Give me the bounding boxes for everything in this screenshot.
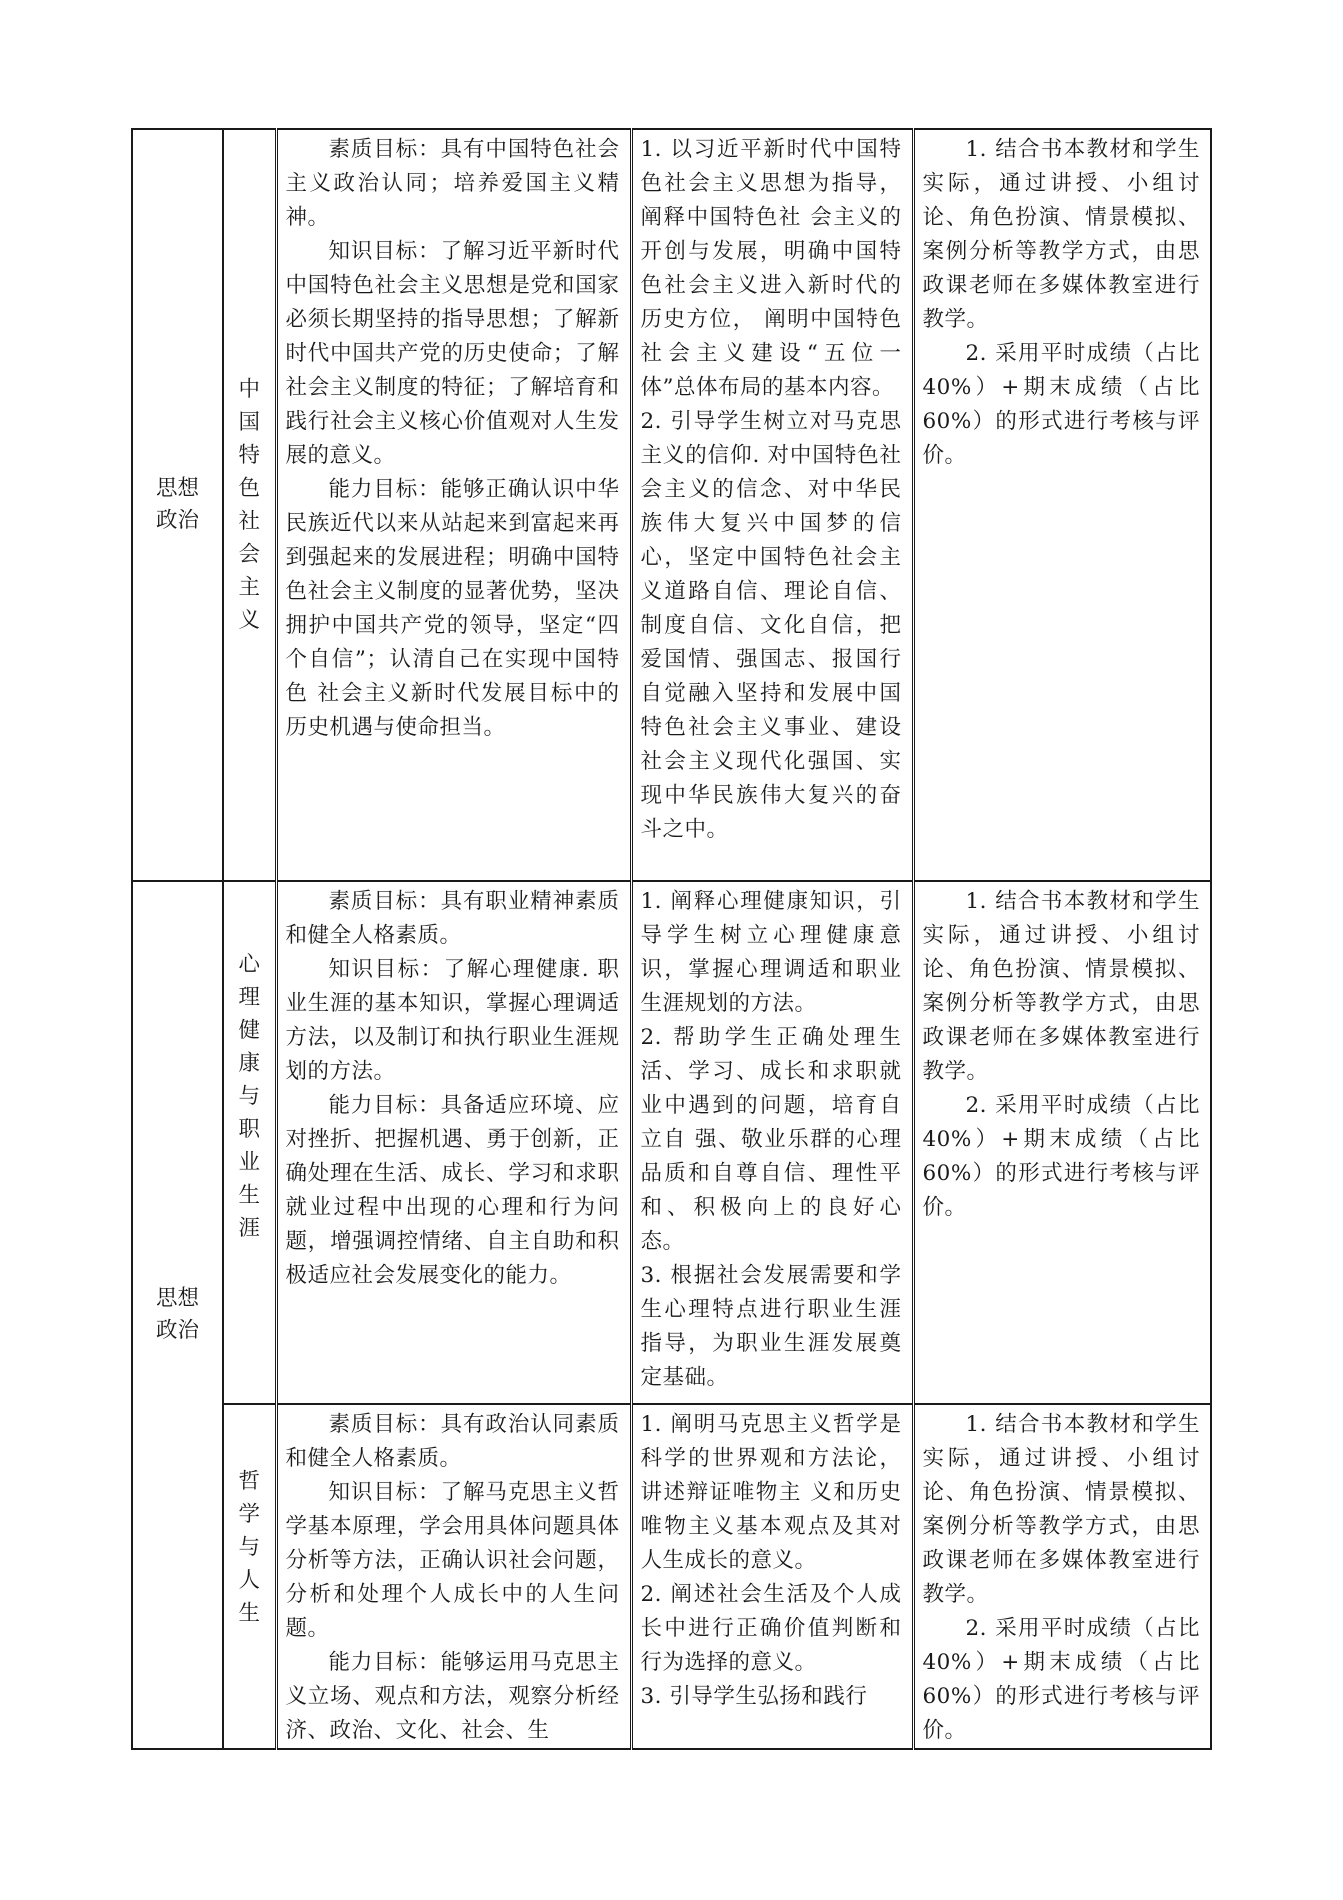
course-name: 哲学与人生: [238, 1469, 260, 1626]
method-text: 1. 结合书本教材和学生实际，通过讲授、小组讨论、角色扮演、情景模拟、案例分析等教学方式，由思政课老师在多媒体教室进行教学。: [922, 1412, 1200, 1607]
content-text: 2. 阐述社会生活及个人成长中进行正确价值判断和行为选择的意义。: [640, 1582, 902, 1675]
method-text: 2. 采用平时成绩（占比 40%）+期末成绩（占比 60%）的形式进行考核与评价。: [922, 341, 1200, 468]
table-row: [132, 881, 1211, 1404]
objective-text: 能力目标：具备适应环境、应对挫折、把握机遇、勇于创新，正确处理在生活、成长、学习和求职就业过程中出现的心理和行为问题，增强调控情绪、自主自助和积极适应社会发展变化的能力。: [285, 1093, 620, 1288]
category-label: 思想政治: [155, 1285, 199, 1343]
objective-text: 知识目标：了解心理健康. 职业生涯的基本知识，掌握心理调适方法，以及制订和执行职业生涯规划的方法。: [285, 957, 620, 1084]
content-text: 2. 引导学生树立对马克思主义的信仰. 对中国特色社会主义的信念、对中华民族伟大复兴中国梦的信心，坚定中国特色社会主义道路自信、理论自信、制度自信、文化自信，把爱国情、强国志、报国行自觉融入坚持和发展中国特色社会主义事业、建设社会主义现代化强国、实现中华民族伟大复兴的奋斗之中。: [640, 409, 902, 842]
objective-text: 素质目标：具有政治认同素质和健全人格素质。: [285, 1412, 620, 1471]
objectives-cell: [276, 881, 631, 1404]
objective-text: 知识目标：了解马克思主义哲学基本原理，学会用具体问题具体分析等方法，正确认识社会问题，分析和处理个人成长中的人生问题。: [285, 1480, 620, 1641]
category-label: 思想政治: [155, 475, 199, 533]
content-cell: [631, 129, 913, 881]
table-row: [132, 1404, 1211, 1749]
content-text: 1. 以习近平新时代中国特色社会主义思想为指导，阐释中国特色社 会主义的开创与发展，明确中国特色社会主义进入新时代的历史方位， 阐明中国特色社会主义建设“五位一体”总体布局的基本内容。: [640, 137, 902, 400]
category-cell: [132, 881, 223, 1749]
objective-text: 知识目标：了解习近平新时代中国特色社会主义思想是党和国家必须长期坚持的指导思想；了解新时代中国共产党的历史使命；了解社会主义制度的特征；了解培育和践行社会主义核心价值观对人生发展的意义。: [285, 239, 620, 468]
content-text: 3. 根据社会发展需要和学生心理特点进行职业生涯指导，为职业生涯发展奠定基础。: [640, 1263, 902, 1390]
method-cell: [913, 881, 1211, 1404]
curriculum-table: [131, 128, 1212, 1750]
course-name: 心理健康与职业生涯: [238, 952, 260, 1241]
method-text: 2. 采用平时成绩（占比 40%）+期末成绩（占比 60%）的形式进行考核与评价。: [922, 1093, 1200, 1220]
method-cell: [913, 129, 1211, 881]
content-cell: [631, 881, 913, 1404]
objective-text: 素质目标：具有中国特色社会主义政治认同；培养爱国主义精神。: [285, 137, 620, 230]
content-text: 1. 阐释心理健康知识，引导学生树立心理健康意识，掌握心理调适和职业生涯规划的方法。: [640, 889, 902, 1016]
content-cell: [631, 1404, 913, 1749]
objective-text: 能力目标：能够运用马克思主义立场、观点和方法，观察分析经济、政治、文化、社会、生: [285, 1650, 620, 1743]
objective-text: 能力目标：能够正确认识中华民族近代以来从站起来到富起来再到强起来的发展进程；明确中国特色社会主义制度的显著优势，坚决拥护中国共产党的领导，坚定“四个自信”；认清自己在实现中国特色 社会主义新时代发展目标中的历史机遇与使命担当。: [285, 477, 620, 740]
content-text: 2. 帮助学生正确处理生活、学习、成长和求职就业中遇到的问题，培育自立自 强、敬业乐群的心理品质和自尊自信、理性平和、积极向上的良好心态。: [640, 1025, 902, 1254]
content-text: 1. 阐明马克思主义哲学是科学的世界观和方法论，讲述辩证唯物主 义和历史唯物主义基本观点及其对人生成长的意义。: [640, 1412, 902, 1573]
category-cell: [132, 129, 223, 881]
method-cell: [913, 1404, 1211, 1749]
method-text: 1. 结合书本教材和学生实际，通过讲授、小组讨论、角色扮演、情景模拟、案例分析等教学方式，由思政课老师在多媒体教室进行教学。: [922, 137, 1200, 332]
course-name: 中国特色社会主义: [238, 376, 260, 633]
table-row: [132, 129, 1211, 881]
course-cell: [223, 1404, 276, 1749]
objectives-cell: [276, 129, 631, 881]
course-cell: [223, 129, 276, 881]
objectives-cell: [276, 1404, 631, 1749]
method-text: 1. 结合书本教材和学生实际，通过讲授、小组讨论、角色扮演、情景模拟、案例分析等教学方式，由思政课老师在多媒体教室进行教学。: [922, 889, 1200, 1084]
objective-text: 素质目标：具有职业精神素质和健全人格素质。: [285, 889, 620, 948]
content-text: 3. 引导学生弘扬和践行: [640, 1684, 868, 1709]
method-text: 2. 采用平时成绩（占比 40%）+期末成绩（占比 60%）的形式进行考核与评价。: [922, 1616, 1200, 1743]
course-cell: [223, 881, 276, 1404]
